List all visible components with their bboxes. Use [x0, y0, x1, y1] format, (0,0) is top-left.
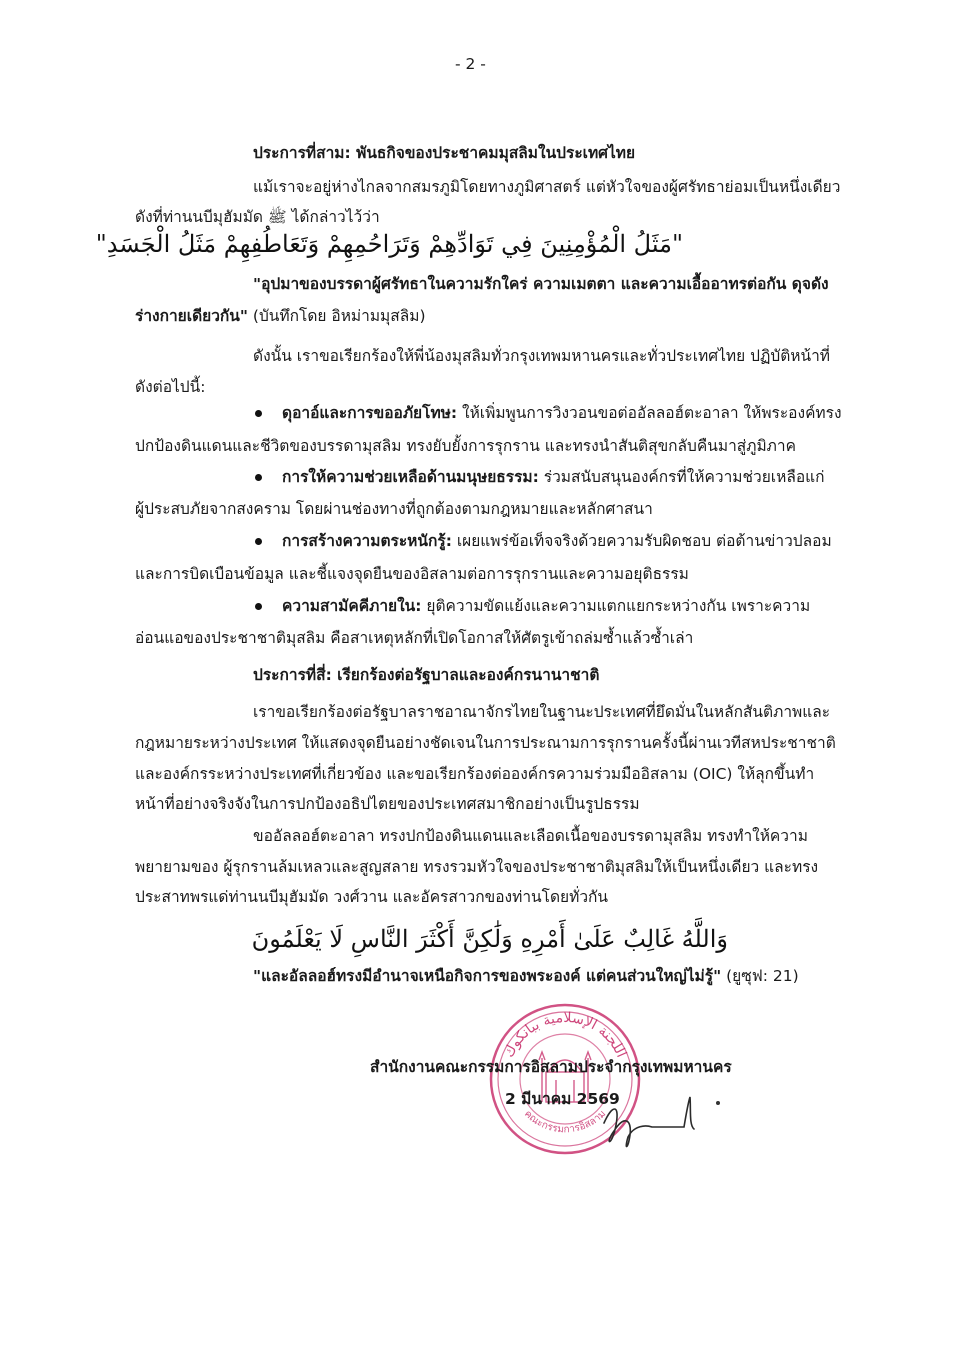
section3-heading: ประการที่สาม: พันธกิจของประชาคมมุสลิมในประเทศไทย [253, 144, 636, 162]
section4-heading: ประการที่สี่: เรียกร้องต่อรัฐบาลและองค์กรนานาชาติ [253, 666, 600, 684]
section4-p1-line1: เราขอเรียกร้องต่อรัฐบาลราชอาณาจักรไทยในฐานะประเทศที่ยึดมั่นในหลักสันติภาพและ [253, 703, 831, 721]
bullet-item [255, 403, 842, 423]
hadith-source: (บันทึกโดย อิหม่ามมุสลิม) [247, 307, 426, 325]
bullet-item [255, 531, 832, 551]
bullet-title: การให้ความช่วยเหลือด้านมนุษยธรรม: [282, 468, 539, 486]
bullet-icon [255, 603, 262, 610]
hadith-thai-line1: "อุปมาของบรรดาผู้ศรัทธาในความรักใคร่ ความเมตตา และความเอื้ออาทรต่อกัน ดุจดัง [253, 275, 829, 293]
section4-p1-line4: หน้าที่อย่างจริงจังในการปกป้องอธิปไตยของประเทศสมาชิกอย่างเป็นรูปธรรม [135, 795, 640, 813]
office-name: สำนักงานคณะกรรมการอิสลามประจำกรุงเทพมหานคร [370, 1058, 732, 1076]
section3-p1-line1: แม้เราจะอยู่ห่างไกลจากสมรภูมิโดยทางภูมิศาสตร์ แต่หัวใจของผู้ศรัทธาย่อมเป็นหนึ่งเดียว [253, 178, 841, 196]
bullet-title: ความสามัคคีภายใน: [282, 597, 422, 615]
svg-text:اللجنة الإسلامية ببانكوك: اللجنة الإسلامية ببانكوك [500, 1009, 630, 1061]
section3-p1-line2: ดังที่ท่านนบีมุฮัมมัด ﷺ ได้กล่าวไว้ว่า [135, 208, 380, 226]
page-number: - 2 - [455, 55, 486, 73]
quran-thai [253, 966, 799, 986]
bullet-text: ให้เพิ่มพูนการวิงวอนขอต่ออัลลอฮ์ตะอาลา ให้พระองค์ทรง [457, 404, 842, 422]
signature-date: 2 มีนาคม 2569 [505, 1090, 620, 1108]
bullet-item [255, 467, 825, 487]
bullet-continuation: และการบิดเบือนข้อมูล และชี้แจงจุดยืนของอิสลามต่อการรุกรานและความอยุติธรรม [135, 565, 689, 583]
signature-dot [716, 1101, 720, 1105]
bullet-icon [255, 410, 262, 417]
section3-p2-line1: ดังนั้น เราขอเรียกร้องให้พี่น้องมุสลิมทั่วกรุงเทพมหานครและทั่วประเทศไทย ปฏิบัติหน้าที่ [253, 347, 830, 365]
bullet-title: ดุอาอ์และการขออภัยโทษ: [282, 404, 458, 422]
hadith-arabic: "مَثَلُ الْمُؤْمِنِينَ فِي تَوَادِّهِمْ وَتَرَاحُمِهِمْ وَتَعَاطُفِهِمْ مَثَلُ الْجَسَدِ" [95, 230, 683, 258]
bullet-text: ร่วมสนับสนุนองค์กรที่ให้ความช่วยเหลือแก่ [538, 468, 825, 486]
svg-text:คณะกรรมการอิสลาม: คณะกรรมการอิสลาม [521, 1108, 609, 1136]
bullet-continuation: ปกป้องดินแดนและชีวิตของบรรดามุสลิม ทรงยับยั้งการรุกราน และทรงนำสันติสุขกลับคืนมาสู่ภูมิภาค [135, 437, 796, 455]
bullet-continuation: อ่อนแอของประชาชาติมุสลิม คือสาเหตุหลักที่เปิดโอกาสให้ศัตรูเข้าถล่มซ้ำแล้วซ้ำเล่า [135, 629, 694, 647]
bullet-icon [255, 538, 262, 545]
section4-p2-line2: พยายามของ ผู้รุกรานล้มเหลวและสูญสลาย ทรงรวมหัวใจของประชาชาติมุสลิมให้เป็นหนึ่งเดียว และทรง [135, 858, 819, 876]
bullet-text: ยุติความขัดแย้งและความแตกแยกระหว่างกัน เพราะความ [421, 597, 811, 615]
section4-p1-line3: และองค์กรระหว่างประเทศที่เกี่ยวข้อง และขอเรียกร้องต่อองค์กรความร่วมมืออิสลาม (OIC) ให้ลุกขึ้นทำ [135, 765, 815, 783]
bullet-icon [255, 474, 262, 481]
bullet-continuation: ผู้ประสบภัยจากสงคราม โดยผ่านช่องทางที่ถูกต้องตามกฎหมายและหลักศาสนา [135, 500, 653, 518]
quran-arabic: وَاللَّهُ غَالِبٌ عَلَىٰ أَمْرِهِ وَلَٰكِنَّ أَكْثَرَ النَّاسِ لَا يَعْلَمُونَ [251, 925, 728, 953]
section4-p2-line3: ประสาทพรแด่ท่านนบีมุฮัมมัด วงศ์วาน และอัครสาวกของท่านโดยทั่วกัน [135, 888, 608, 906]
quran-thai-translation: "และอัลลอฮ์ทรงมีอำนาจเหนือกิจการของพระองค์ แต่คนส่วนใหญ่ไม่รู้" [253, 967, 722, 985]
bullet-title: การสร้างความตระหนักรู้: [282, 532, 452, 550]
quran-reference: (ยูซุฟ: 21) [721, 967, 799, 985]
hadith-thai-line2 [135, 306, 426, 326]
section4-p1-line2: กฎหมายระหว่างประเทศ ให้แสดงจุดยืนอย่างชัดเจนในการประณามการรุกรานครั้งนี้ผ่านเวทีสหประชาชาติ [135, 734, 836, 752]
bullet-text: เผยแพร่ข้อเท็จจริงด้วยความรับผิดชอบ ต่อต้านข่าวปลอม [451, 532, 832, 550]
handwritten-signature-icon [590, 1085, 720, 1155]
hadith-thai-line2-bold: ร่างกายเดียวกัน" [135, 307, 248, 325]
bullet-item [255, 596, 810, 616]
section4-p2-line1: ขออัลลอฮ์ตะอาลา ทรงปกป้องดินแดนและเลือดเนื้อของบรรดามุสลิม ทรงทำให้ความ [253, 827, 808, 845]
section3-p2-line2: ดังต่อไปนี้: [135, 378, 206, 396]
